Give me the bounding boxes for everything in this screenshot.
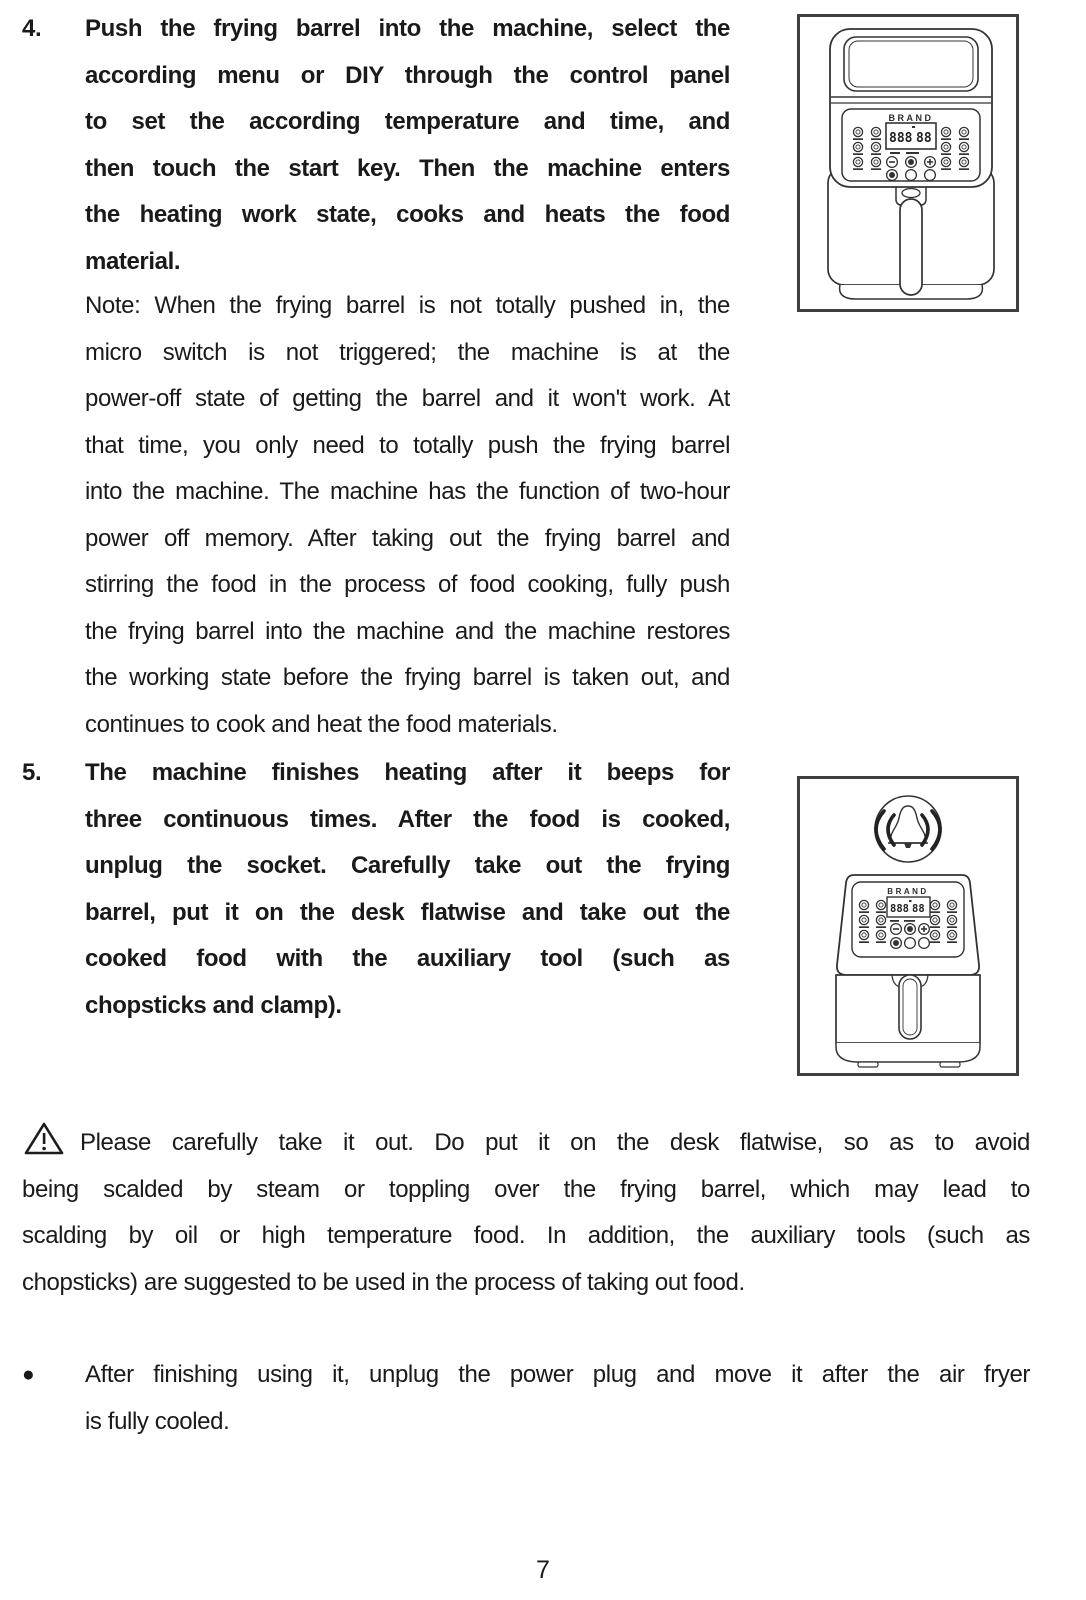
bullet-item (22, 1352, 1030, 1445)
note-paragraph (85, 283, 730, 748)
text-line: The machine finishes heating after it beeps for (85, 759, 730, 786)
text-line: the heating work state, cooks and heats the food (85, 201, 730, 228)
text-line: barrel, put it on the desk flatwise and take out the (85, 898, 730, 926)
lcd-time: 88 (912, 903, 925, 915)
bell-ringing-icon (875, 796, 941, 862)
foot (858, 1062, 878, 1067)
text-line: material. (85, 247, 181, 275)
text-line: After finishing using it, unplug the power plug and move it after the air fryer (85, 1361, 1030, 1388)
text-line: power off memory. After taking out the frying barrel and (85, 524, 730, 552)
lcd-display (886, 123, 936, 154)
text-line: that time, you only need to totally push the frying barrel (85, 431, 730, 459)
text-line: being scalded by steam or toppling over the frying barrel, which may lead to (22, 1175, 1030, 1203)
step-4 (22, 6, 730, 285)
control-panel (852, 882, 964, 957)
text-line: the working state before the frying barrel is taken out, and (85, 664, 730, 691)
text-line: the frying barrel into the machine and the machine restores (85, 617, 730, 645)
text-line: micro switch is not triggered; the machine is at the (85, 338, 730, 366)
lcd-time: 88 (916, 131, 932, 146)
lcd-temperature: 888 (889, 131, 913, 146)
foot (940, 1062, 960, 1067)
step-5 (22, 750, 730, 1029)
text-line: cooked food with the auxiliary tool (such as (85, 945, 730, 972)
drawer-handle (899, 975, 921, 1039)
air-fryer-beep-drawing (800, 779, 1016, 1073)
figure-air-fryer-beeping (797, 776, 1019, 1076)
step-5-number: 5. (22, 759, 42, 786)
step-4-text (85, 6, 730, 285)
viewing-window (844, 37, 978, 91)
step-4-number: 4. (22, 15, 42, 42)
text-line: into the machine. The machine has the function of two-hour (85, 478, 730, 505)
text-line: scalding by oil or high temperature food. In addition, the auxiliary tools (such as (22, 1222, 1030, 1249)
text-line: Push the frying barrel into the machine, select the (85, 15, 730, 42)
warning-first-line (22, 1120, 1030, 1167)
text-line: is fully cooled. (85, 1407, 230, 1435)
figure-air-fryer-panel (797, 14, 1019, 312)
text-line: continues to cook and heat the food materials. (85, 710, 558, 738)
bullet-marker: ● (22, 1363, 35, 1386)
text-line: power-off state of getting the barrel and it won't work. At (85, 385, 730, 412)
step-5-text (85, 750, 730, 1029)
brand-label: BRAND (887, 887, 929, 896)
text-line: chopsticks and clamp). (85, 991, 342, 1019)
text-line: Please carefully take it out. Do put it on the desk flatwise, so as to avoid (80, 1129, 1030, 1156)
bullet-text (85, 1352, 1030, 1445)
page-number: 7 (536, 1556, 550, 1584)
control-panel (842, 109, 980, 181)
warning-paragraph (22, 1120, 1030, 1306)
warning-triangle-icon (22, 1121, 66, 1167)
lcd-temperature: 888 (890, 903, 909, 915)
text-line: then touch the start key. Then the machine enters (85, 154, 730, 182)
brand-label: BRAND (888, 113, 934, 123)
text-line: chopsticks) are suggested to be used in the process of taking out food. (22, 1268, 745, 1296)
text-line: stirring the food in the process of food cooking, fully push (85, 571, 730, 598)
text-line: to set the according temperature and time, and (85, 108, 730, 135)
air-fryer-drawing (800, 17, 1016, 309)
text-line: three continuous times. After the food is cooked, (85, 805, 730, 833)
text-line: according menu or DIY through the control panel (85, 61, 730, 89)
drawer-handle (900, 199, 922, 295)
text-line: Note: When the frying barrel is not totally pushed in, the (85, 292, 730, 319)
text-line: unplug the socket. Carefully take out the frying (85, 852, 730, 879)
